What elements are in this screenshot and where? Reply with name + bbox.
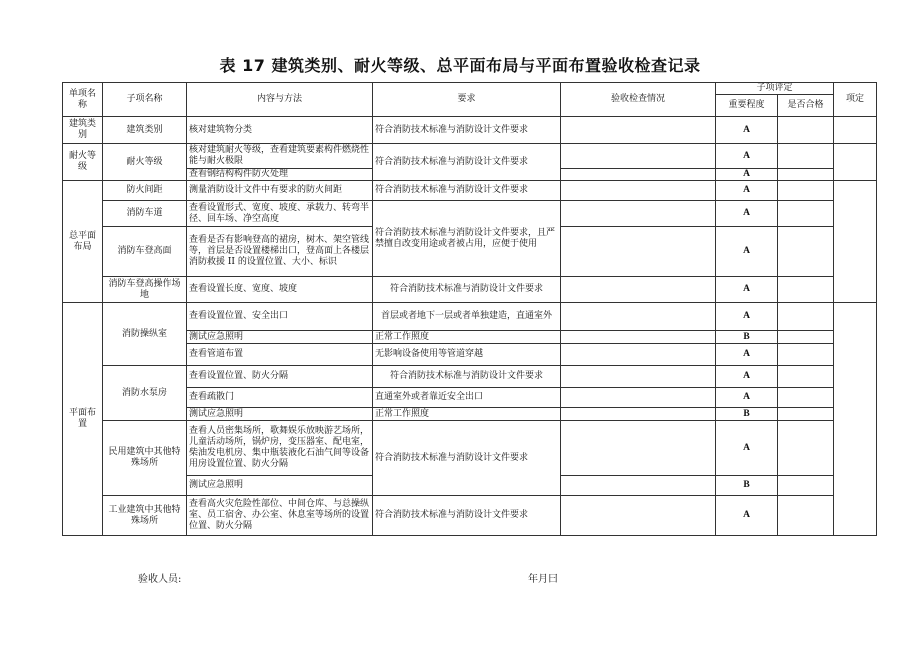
item-eval-cell[interactable] (834, 144, 877, 181)
qualified-cell[interactable] (778, 496, 834, 536)
group-label: 平面布置 (63, 303, 103, 536)
content-cell: 测量消防设计文件中有要求的防火间距 (187, 181, 373, 201)
qualified-cell[interactable] (778, 181, 834, 201)
grade-cell: B (716, 408, 778, 421)
grade-cell: B (716, 331, 778, 344)
header-content: 内容与方法 (187, 83, 373, 117)
requirement-cell: 正常工作照度 (373, 408, 561, 421)
header-importance: 重要程度 (716, 95, 778, 117)
grade-cell: B (716, 476, 778, 496)
inspection-table (62, 82, 877, 536)
requirement-cell: 符合消防技术标准与消防设计文件要求 (373, 144, 561, 181)
group-label: 耐火等级 (63, 144, 103, 181)
grade-cell: A (716, 227, 778, 277)
content-cell: 核对建筑物分类 (187, 117, 373, 144)
inspection-cell[interactable] (561, 388, 716, 408)
group-label: 建筑类别 (63, 117, 103, 144)
inspection-cell[interactable] (561, 476, 716, 496)
inspection-cell[interactable] (561, 421, 716, 476)
inspection-cell[interactable] (561, 366, 716, 388)
grade-cell: A (716, 344, 778, 366)
page-title: 表 17 建筑类别、耐火等级、总平面布局与平面布置验收检查记录 (219, 56, 701, 75)
sub-item: 消防操纵室 (103, 303, 187, 366)
grade-cell: A (716, 201, 778, 227)
content-cell: 查看设置位置、安全出口 (187, 303, 373, 331)
inspection-cell[interactable] (561, 181, 716, 201)
inspection-cell[interactable] (561, 303, 716, 331)
header-requirement: 要求 (373, 83, 561, 117)
grade-cell: A (716, 144, 778, 169)
requirement-cell: 首层或者地下一层或者单独建造，直通室外 (373, 303, 561, 331)
grade-cell: A (716, 181, 778, 201)
grade-cell: A (716, 277, 778, 303)
qualified-cell[interactable] (778, 227, 834, 277)
requirement-cell: 符合消防技术标准与消防设计文件要求，且严禁擅自改变用途或者被占用，应便于使用 (373, 201, 561, 277)
sub-item: 防火间距 (103, 181, 187, 201)
header-single-item: 单项名称 (63, 83, 103, 117)
item-eval-cell[interactable] (834, 117, 877, 144)
qualified-cell[interactable] (778, 117, 834, 144)
inspection-cell[interactable] (561, 408, 716, 421)
inspection-cell[interactable] (561, 344, 716, 366)
qualified-cell[interactable] (778, 408, 834, 421)
content-cell: 测试应急照明 (187, 408, 373, 421)
sub-item: 建筑类别 (103, 117, 187, 144)
content-cell: 查看设置形式、宽度、坡度、承载力、转弯半径、回车场、净空高度 (187, 201, 373, 227)
grade-cell: A (716, 388, 778, 408)
sub-item: 耐火等级 (103, 144, 187, 181)
content-cell: 查看疏散门 (187, 388, 373, 408)
grade-cell: A (716, 117, 778, 144)
sub-item: 消防水泵房 (103, 366, 187, 421)
requirement-cell: 正常工作照度 (373, 331, 561, 344)
content-cell: 查看设置长度、宽度、坡度 (187, 277, 373, 303)
qualified-cell[interactable] (778, 144, 834, 169)
qualified-cell[interactable] (778, 303, 834, 331)
inspection-cell[interactable] (561, 201, 716, 227)
inspection-cell[interactable] (561, 331, 716, 344)
sub-item: 消防车登高面 (103, 227, 187, 277)
grade-cell: A (716, 496, 778, 536)
qualified-cell[interactable] (778, 201, 834, 227)
grade-cell: A (716, 169, 778, 181)
requirement-cell: 符合消防技术标准与消防设计文件要求 (373, 117, 561, 144)
qualified-cell[interactable] (778, 366, 834, 388)
qualified-cell[interactable] (778, 331, 834, 344)
content-cell: 查看管道布置 (187, 344, 373, 366)
inspection-cell[interactable] (561, 496, 716, 536)
sub-item: 民用建筑中其他特殊场所 (103, 421, 187, 496)
content-cell: 查看是否有影响登高的裙房，树木、架空管线等，首层是否设置楼梯出口，登高面上各楼层消防救援 II 的设置位置、大小、标识 (187, 227, 373, 277)
content-cell: 查看高火灾危险性部位、中间仓库、与总操纵室、员工宿舍、办公室、休息室等场所的设置位置、防火分隔 (187, 496, 373, 536)
item-eval-cell[interactable] (834, 303, 877, 536)
content-cell: 测试应急照明 (187, 476, 373, 496)
inspection-cell[interactable] (561, 169, 716, 181)
sub-item: 消防车登高操作场地 (103, 277, 187, 303)
qualified-cell[interactable] (778, 344, 834, 366)
inspection-cell[interactable] (561, 277, 716, 303)
header-inspection: 验收检查情况 (561, 83, 716, 117)
sub-item: 工业建筑中其他特殊场所 (103, 496, 187, 536)
header-qualified: 是否合格 (778, 95, 834, 117)
sub-item: 消防车道 (103, 201, 187, 227)
requirement-cell: 直通室外或者靠近安全出口 (373, 388, 561, 408)
grade-cell: A (716, 421, 778, 476)
inspection-cell[interactable] (561, 227, 716, 277)
requirement-cell: 符合消防技术标准与消防设计文件要求 (373, 366, 561, 388)
content-cell: 查看人员密集场所，歌舞娱乐放映游艺场所，儿童活动场所，锅炉房，变压器室、配电室，柴油发电机房、集中瓶装液化石油气间等设备用房设置位置、防火分隔 (187, 421, 373, 476)
qualified-cell[interactable] (778, 421, 834, 476)
content-cell: 测试应急照明 (187, 331, 373, 344)
qualified-cell[interactable] (778, 388, 834, 408)
group-label: 总平面布局 (63, 181, 103, 303)
requirement-cell: 符合消防技术标准与消防设计文件要求 (373, 421, 561, 496)
date-label: 年月曰 (528, 574, 558, 585)
header-sub-item: 子项名称 (103, 83, 187, 117)
content-cell: 核对建筑耐火等级，查看建筑要素构件燃烧性能与耐火极限 (187, 144, 373, 169)
requirement-cell: 符合消防技术标准与消防设计文件要求 (373, 496, 561, 536)
requirement-cell: 符合消防技术标准与消防设计文件要求 (373, 277, 561, 303)
qualified-cell[interactable] (778, 277, 834, 303)
inspection-cell[interactable] (561, 144, 716, 169)
grade-cell: A (716, 366, 778, 388)
header-sub-eval: 子项评定 (716, 83, 834, 95)
inspection-cell[interactable] (561, 117, 716, 144)
header-item-eval: 项定 (834, 83, 877, 117)
requirement-cell: 无影响设备使用等管道穿越 (373, 344, 561, 366)
item-eval-cell[interactable] (834, 181, 877, 303)
content-cell: 查看设置位置、防火分隔 (187, 366, 373, 388)
requirement-cell: 符合消防技术标准与消防设计文件要求 (373, 181, 561, 201)
inspector-label: 验收人员: (138, 574, 182, 585)
qualified-cell[interactable] (778, 476, 834, 496)
grade-cell: A (716, 303, 778, 331)
content-cell: 查看钢结构构件防火处理 (187, 169, 373, 181)
qualified-cell[interactable] (778, 169, 834, 181)
